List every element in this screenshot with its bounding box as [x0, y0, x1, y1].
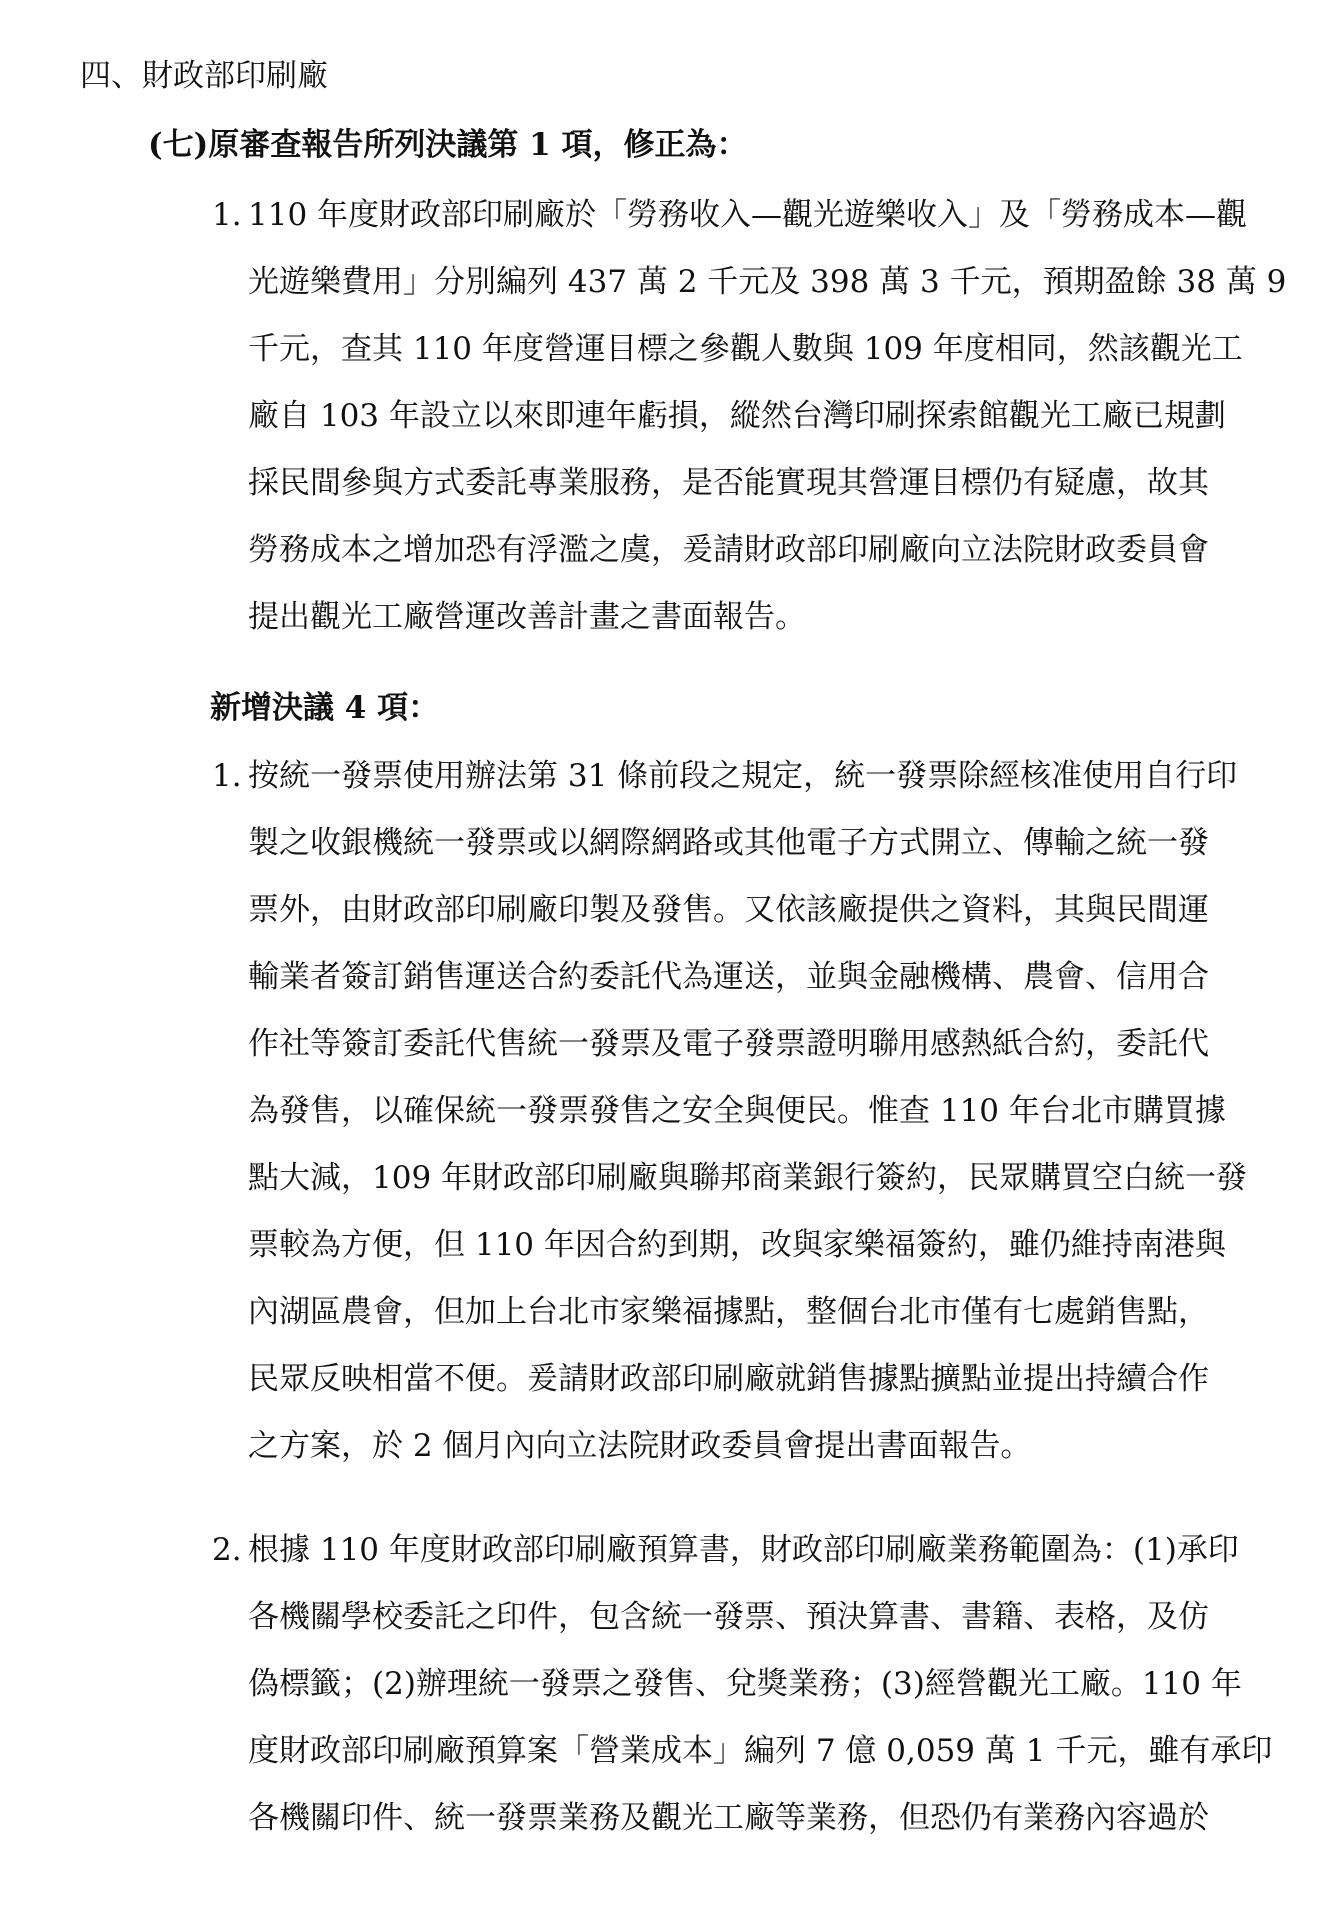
- paragraph-line: 光遊樂費用」分別編列 437 萬 2 千元及 398 萬 3 千元，預期盈餘 38 萬 9: [248, 264, 1287, 300]
- paragraph-line: 點大減，109 年財政部印刷廠與聯邦商業銀行簽約，民眾購買空白統一發: [248, 1160, 1248, 1196]
- paragraph-line: 110 年度財政部印刷廠於「勞務收入—觀光遊樂收入」及「勞務成本—觀: [248, 197, 1248, 233]
- paragraph-line: 各機關學校委託之印件，包含統一發票、預決算書、書籍、表格，及仿: [248, 1599, 1209, 1635]
- paragraph-line: 根據 110 年度財政部印刷廠預算書，財政部印刷廠業務範圍為：(1)承印: [248, 1532, 1239, 1568]
- paragraph-line: 票較為方便，但 110 年因合約到期，改與家樂福簽約，雖仍維持南港與: [248, 1227, 1226, 1263]
- paragraph-line: 之方案，於 2 個月內向立法院財政委員會提出書面報告。: [248, 1428, 1032, 1464]
- paragraph-line: 按統一發票使用辦法第 31 條前段之規定，統一發票除經核准使用自行印: [248, 758, 1238, 794]
- item-number: 1.: [212, 758, 242, 794]
- paragraph-line: 度財政部印刷廠預算案「營業成本」編列 7 億 0,059 萬 1 千元，雖有承印: [248, 1733, 1273, 1769]
- paragraph-line: 為發售，以確保統一發票發售之安全與便民。惟查 110 年台北市購買據: [248, 1093, 1226, 1129]
- paragraph-line: 輸業者簽訂銷售運送合約委託代為運送，並與金融機構、農會、信用合: [248, 959, 1209, 995]
- paragraph-line: 票外，由財政部印刷廠印製及發售。又依該廠提供之資料，其與民間運: [248, 892, 1209, 928]
- paragraph-line: 提出觀光工廠營運改善計畫之書面報告。: [248, 599, 806, 635]
- paragraph-line: 各機關印件、統一發票業務及觀光工廠等業務，但恐仍有業務內容過於: [248, 1800, 1209, 1836]
- subsection-2-heading: 新增決議 4 項：: [210, 690, 440, 726]
- paragraph-line: 廠自 103 年設立以來即連年虧損，縱然台灣印刷探索館觀光工廠已規劃: [248, 398, 1226, 434]
- item-number: 2.: [212, 1532, 242, 1568]
- paragraph-line: 製之收銀機統一發票或以網際網路或其他電子方式開立、傳輸之統一發: [248, 825, 1209, 861]
- section-title: 四、財政部印刷廠: [80, 58, 328, 94]
- paragraph-line: 作社等簽訂委託代售統一發票及電子發票證明聯用感熱紙合約，委託代: [248, 1026, 1209, 1062]
- item-number: 1.: [212, 197, 242, 233]
- subsection-1-heading: (七)原審查報告所列決議第 1 項，修正為：: [148, 127, 748, 163]
- paragraph-line: 勞務成本之增加恐有浮濫之虞，爰請財政部印刷廠向立法院財政委員會: [248, 532, 1209, 568]
- paragraph-line: 採民間參與方式委託專業服務，是否能實現其營運目標仍有疑慮，故其: [248, 465, 1209, 501]
- paragraph-line: 千元，查其 110 年度營運目標之參觀人數與 109 年度相同，然該觀光工: [248, 331, 1243, 367]
- paragraph-line: 內湖區農會，但加上台北市家樂福據點，整個台北市僅有七處銷售點，: [248, 1294, 1209, 1330]
- paragraph-line: 偽標籤；(2)辦理統一發票之發售、兌獎業務；(3)經營觀光工廠。110 年: [248, 1666, 1242, 1702]
- paragraph-line: 民眾反映相當不便。爰請財政部印刷廠就銷售據點擴點並提出持續合作: [248, 1361, 1209, 1397]
